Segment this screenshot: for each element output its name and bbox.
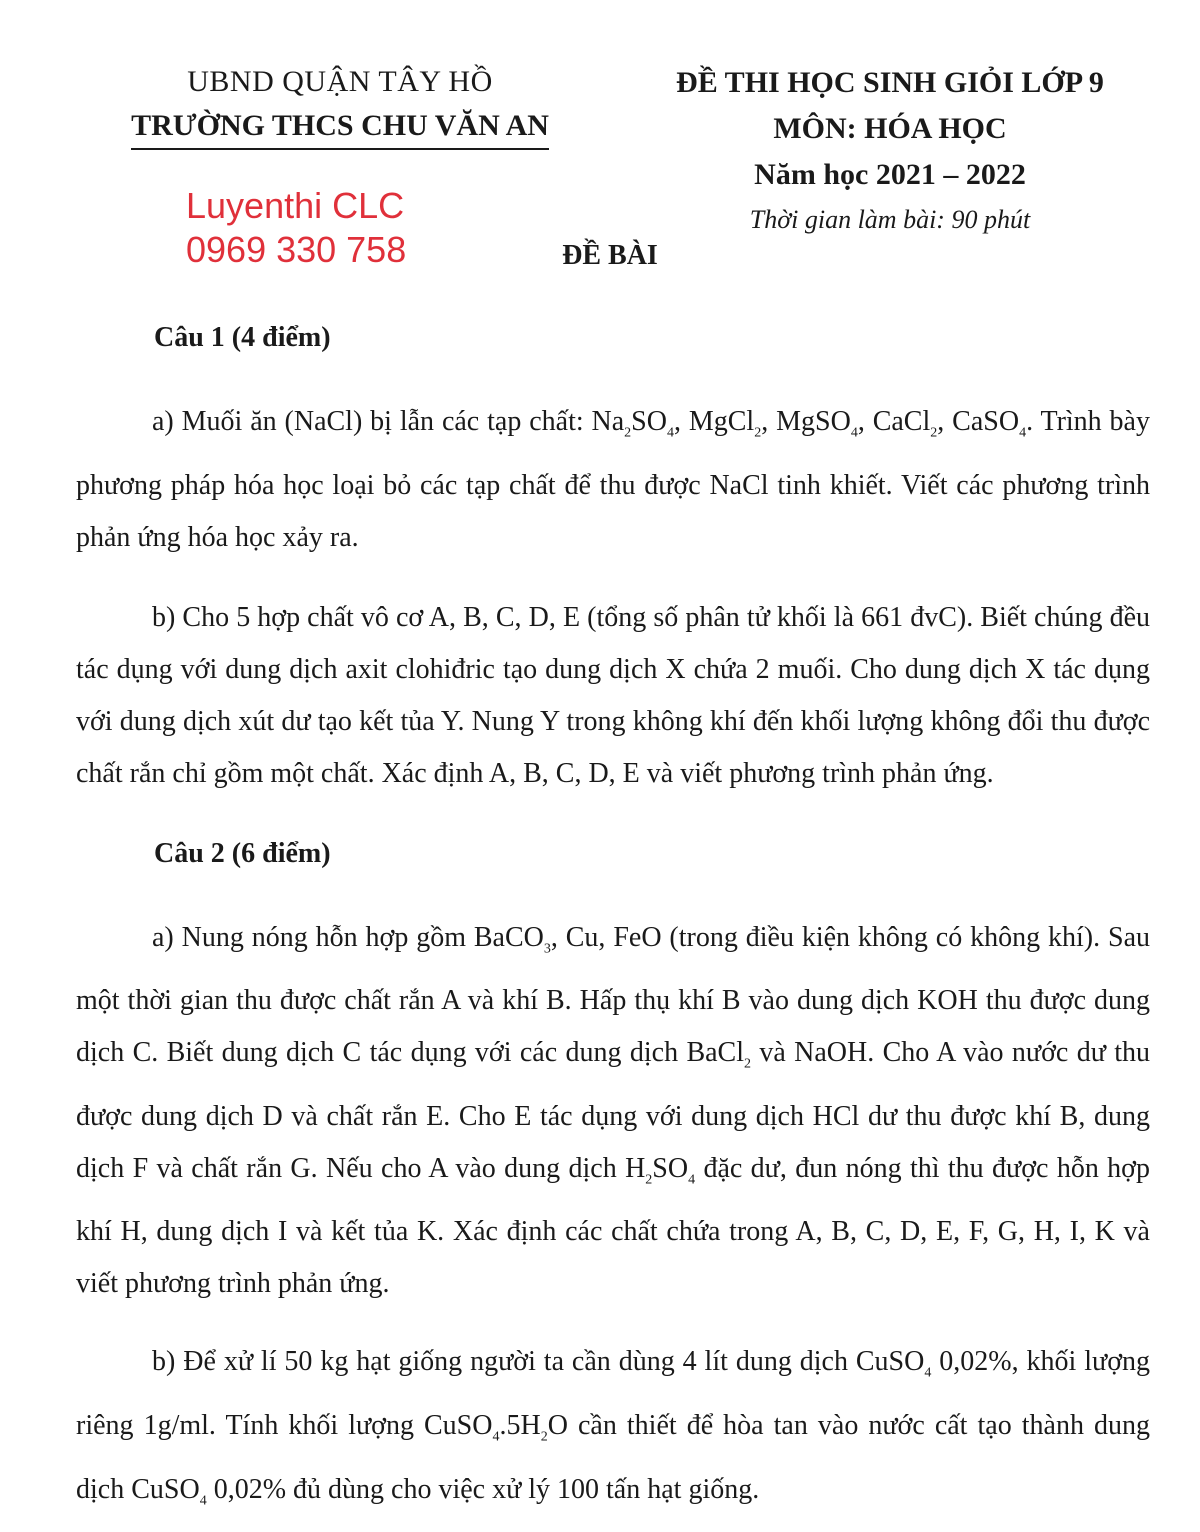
watermark-phone: 0969 330 758 [186, 229, 407, 270]
school-header [100, 60, 580, 150]
exam-header [640, 60, 1140, 242]
watermark-name: Luyenthi CLC [186, 185, 405, 226]
time-limit: Thời gian làm bài: 90 phút [749, 205, 1031, 234]
question-1-title: Câu 1 (4 điểm) [154, 322, 331, 353]
question-2b: b) Để xử lí 50 kg hạt giống người ta cần dùng 4 lít dung dịch CuSO$_4$ 0,02%, khối lượng riêng 1g/ml. Tính khối lượng $CuSO_4.5H_2O$ cần thiết để hòa tan vào nước cất tạo thành dung dịch CuSO$_4$ 0,02% đủ dùng cho việc xử lý 100 tấn hạt giống. [76, 1346, 1151, 1509]
question-2a: a) Nung nóng hỗn hợp gồm BaCO$_3$, Cu, FeO (trong điều kiện không có không khí). Sau một thời gian thu được chất rắn A và khí B. Hấp thụ khí B vào dung dịch KOH thu được dung dịch C. Biết dung dịch C tác dụng với các dung dịch BaCl$_2$ và NaOH. Cho A vào nước dư thu được dung dịch D và chất rắn E. Cho E tác dụng với dung dịch HCl dư thu được khí B, dung dịch F và chất rắn G. Nếu cho A vào dung dịch $H_2SO_4$ đặc dư, đun nóng thì thu được hỗn hợp khí H, dung dịch I và kết tủa K. Xác định các chất chứa trong A, B, C, D, E, F, G, H, I, K và viết phương trình phản ứng. [76, 921, 1151, 1300]
exam-title: ĐỀ THI HỌC SINH GIỎI LỚP 9 [676, 66, 1104, 99]
exam-content [76, 316, 1150, 1527]
school-year: Năm học 2021 – 2022 [754, 158, 1026, 191]
question-2-title: Câu 2 (6 điểm) [154, 837, 331, 869]
section-title: ĐỀ BÀI [562, 240, 658, 271]
school-name: TRƯỜNG THCS CHU VĂN AN [131, 104, 549, 150]
question-1b: b) Cho 5 hợp chất vô cơ A, B, C, D, E (tổng số phân tử khối là 661 đvC). Biết chúng đều tác dụng với dung dịch axit clohiđric tạo dung dịch X chứa 2 muối. Cho dung dịch X tác dụng với dung dịch xút dư tạo kết tủa Y. Nung Y trong không khí đến khối lượng không đổi thu được chất rắn chỉ gồm một chất. Xác định A, B, C, D, E và viết phương trình phản ứng. [76, 601, 1150, 789]
district-name: UBND QUẬN TÂY HỒ [187, 65, 493, 98]
question-1a: a) Muối ăn (NaCl) bị lẫn các tạp chất: $Na_2SO_4$, MgCl$_2$, MgSO$_4$, CaCl$_2$, CaSO$_4$. Trình bày phương pháp hóa học loại bỏ các tạp chất để thu được NaCl tinh khiết. Viết các phương trình phản ứng hóa học xảy ra. [76, 406, 1150, 553]
subject: MÔN: HÓA HỌC [773, 112, 1007, 145]
